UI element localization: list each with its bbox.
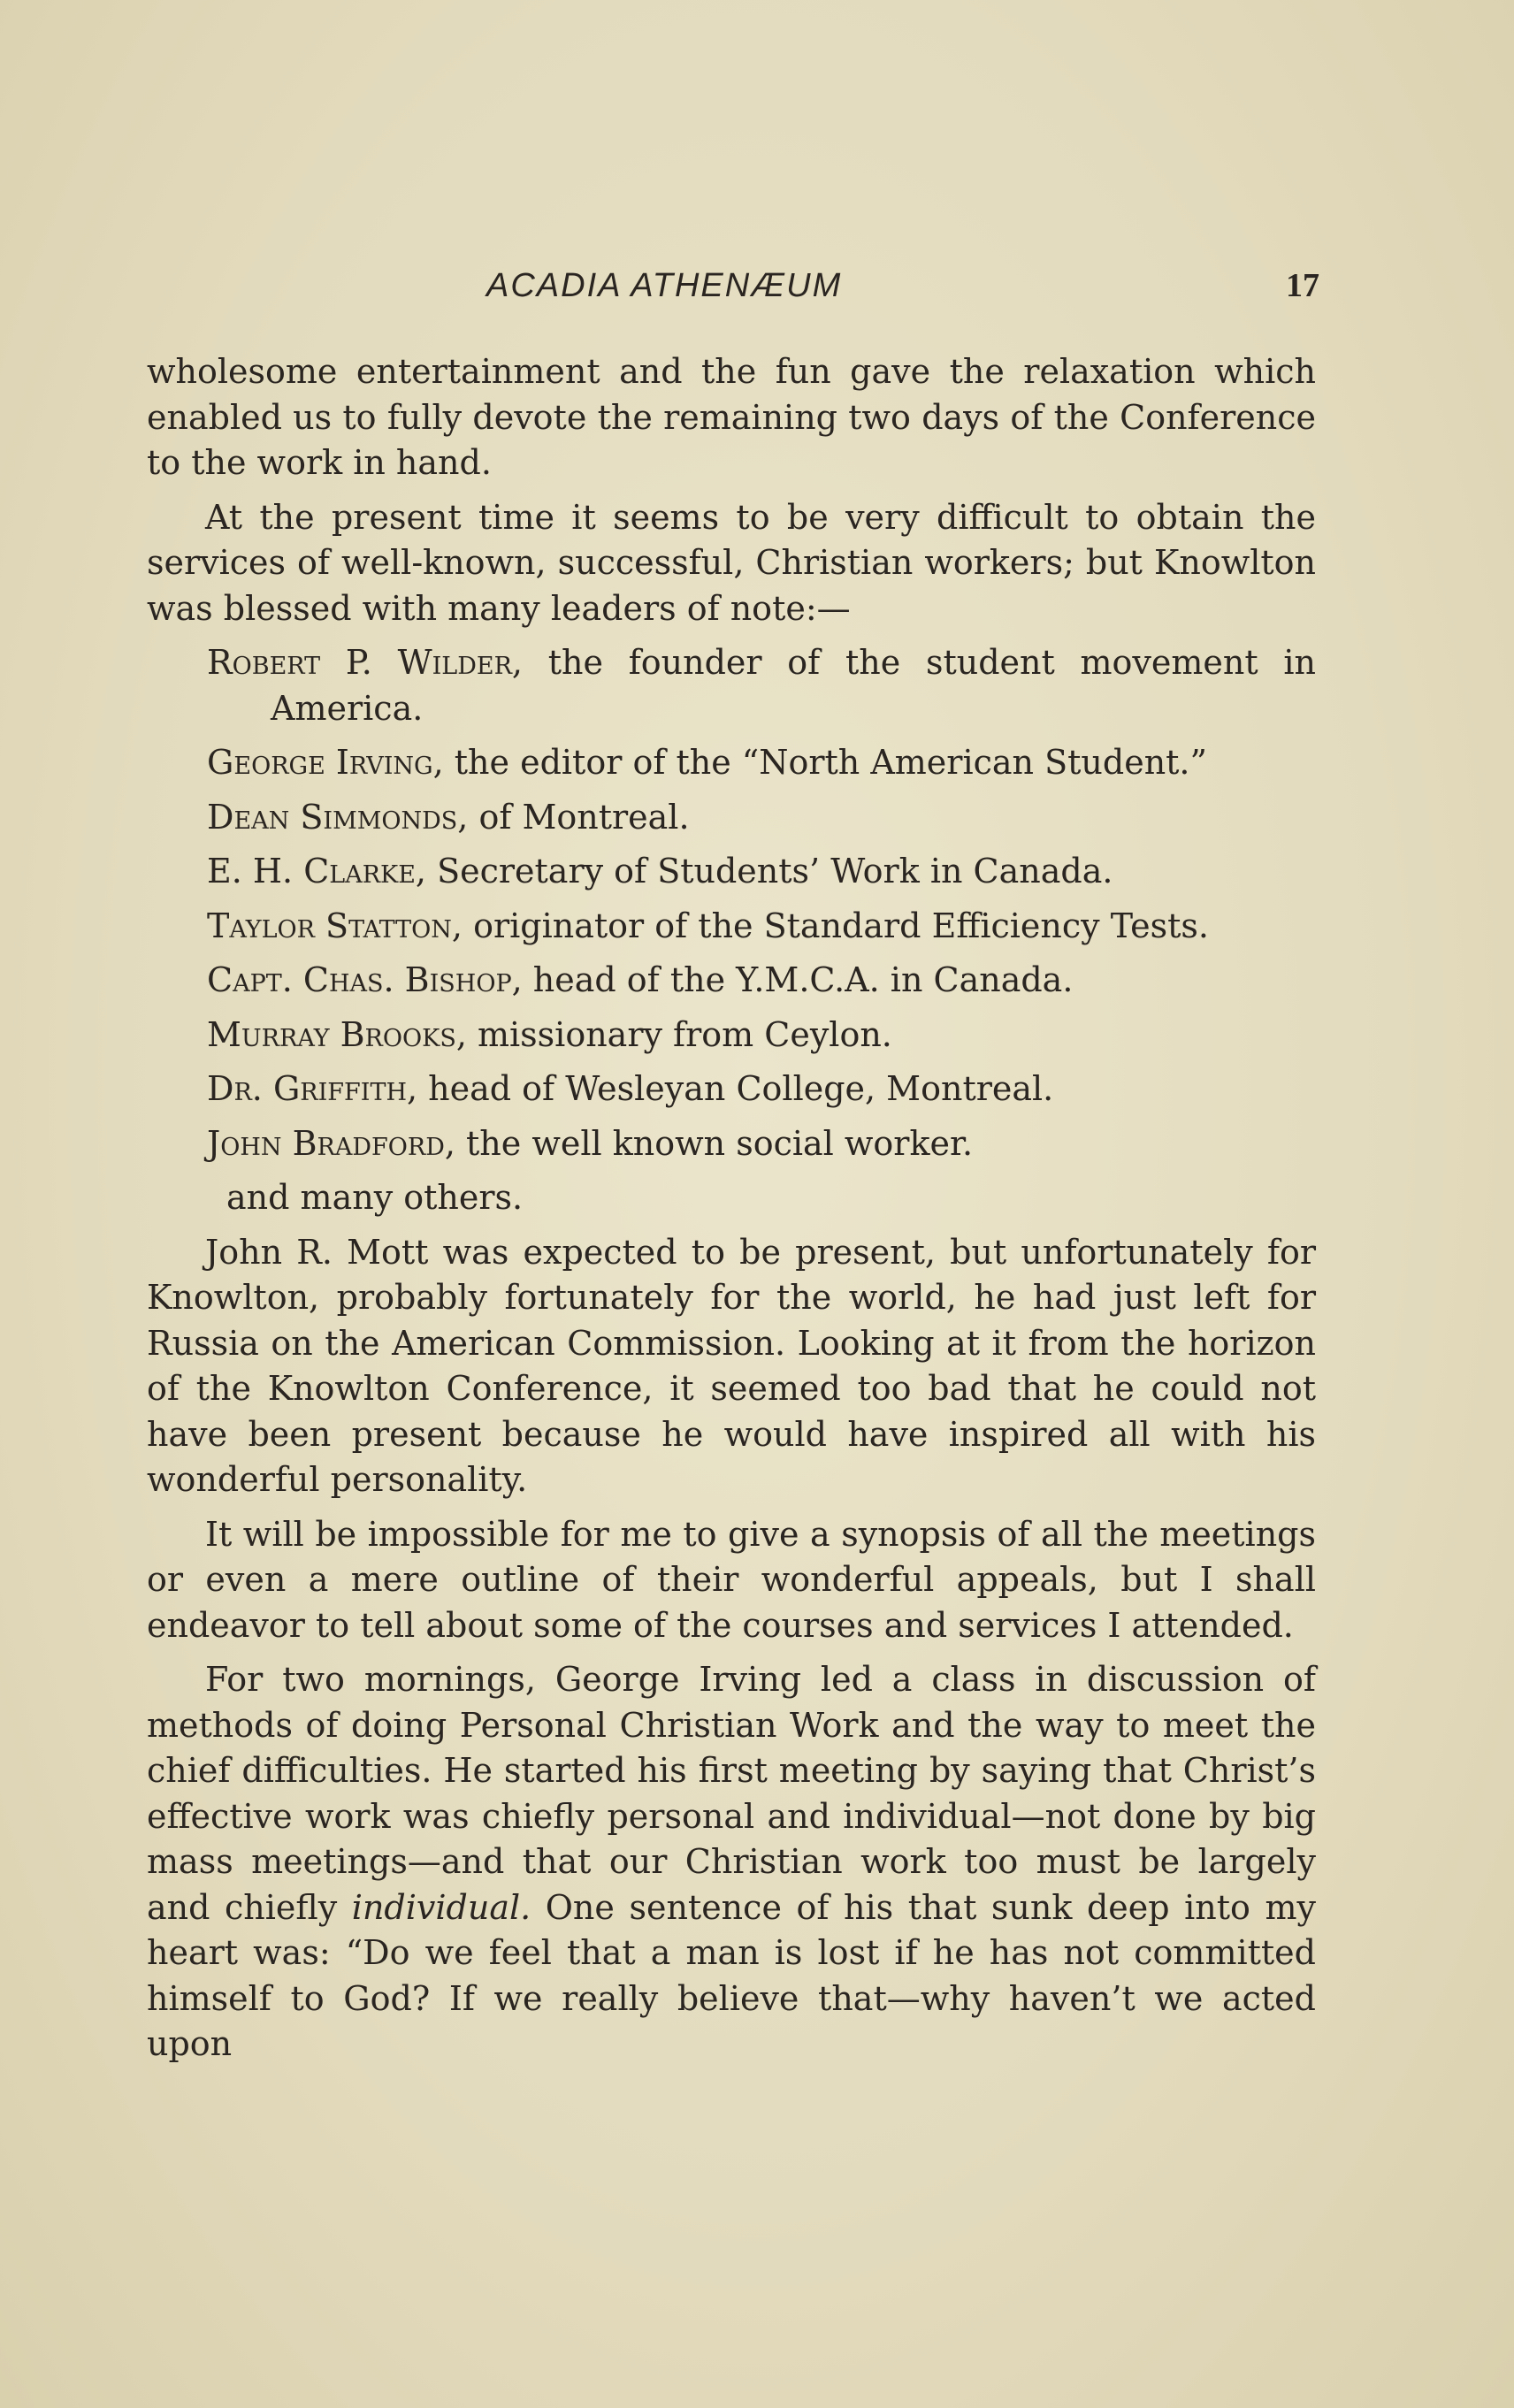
leader-item: [147, 795, 1316, 841]
leader-item: [147, 740, 1316, 786]
leader-description: , the editor of the “North American Student.”: [432, 743, 1207, 782]
leader-name: Taylor Statton: [207, 906, 452, 945]
leader-description: , the founder of the student movement in America.: [271, 643, 1316, 728]
leader-name: Robert P. Wilder: [207, 643, 512, 682]
leader-item: [147, 849, 1316, 895]
paragraph-irving-text: For two mornings, George Irving led a class in discussion of methods of doing Personal Christian Work and the way to meet the chief difficulties. He started his first meeting by saying that Christ’s effective work was chiefly personal and individual—not done by big mass meetings—and that our Christian work too must be largely and chiefly: [147, 1660, 1316, 1927]
article-body: [147, 349, 1316, 2076]
leader-name: Dr. Griffith: [207, 1069, 407, 1108]
paragraph-mott: John R. Mott was expected to be present, but unfortunately for Knowlton, probably fortunately for the world, he had just left for Russia on the American Commission. Looking at it from the horizon of the Knowlton Conference, it seemed too bad that he could not have been present because he would have inspired all with his wonderful personality.: [147, 1232, 1316, 1499]
leader-description: , the well known social worker.: [444, 1123, 974, 1163]
emphasis-individual: individual.: [351, 1887, 531, 1927]
leader-item: [147, 958, 1316, 1004]
leader-name: Capt. Chas. Bishop: [207, 960, 512, 999]
paragraph-leaders-intro: At the present time it seems to be very difficult to obtain the services of well-known, successful, Christian workers; but Knowlton was blessed with many leaders of note:—: [147, 497, 1316, 628]
leader-description: , of Montreal.: [457, 797, 690, 837]
leader-item: [147, 904, 1316, 950]
paragraph-irving: [147, 1657, 1316, 2068]
leader-item: [147, 1121, 1316, 1167]
leader-item: [147, 1013, 1316, 1059]
leader-name: Dean Simmonds: [207, 797, 458, 837]
leader-description: , head of Wesleyan College, Montreal.: [407, 1069, 1054, 1108]
paragraph-irving-text-end: One sentence of his that sunk deep into my heart was: “Do we feel that a man is lost if he has not committed himself to God? If we really believe that—why haven’t we acted upon: [147, 1887, 1316, 2063]
leader-description: , missionary from Ceylon.: [455, 1014, 892, 1054]
paragraph-synopsis: It will be impossible for me to give a synopsis of all the meetings or even a mere outline of their wonderful appeals, but I shall endeavor to tell about some of the courses and services I attended.: [147, 1514, 1316, 1645]
leader-description: , head of the Y.M.C.A. in Canada.: [511, 960, 1074, 999]
leaders-list: [147, 640, 1316, 1221]
leader-description: , originator of the Standard Efficiency Tests.: [451, 906, 1209, 945]
leaders-tail: and many others.: [226, 1178, 524, 1217]
leader-item: [147, 640, 1316, 731]
leader-name: Murray Brooks: [207, 1014, 456, 1054]
leader-name: John Bradford: [207, 1123, 445, 1163]
journal-title: ACADIA ATHENÆUM: [486, 267, 843, 304]
paragraph-continued: wholesome entertainment and the fun gave the relaxation which enabled us to fully devote the remaining two days of the Conference to the work in hand.: [147, 352, 1316, 482]
page-number: 17: [1286, 267, 1319, 304]
leader-item: [147, 1066, 1316, 1112]
running-head: [0, 259, 1514, 312]
leader-name: E. H. Clarke: [207, 852, 416, 891]
leader-description: , Secretary of Students’ Work in Canada.: [415, 852, 1113, 891]
leader-name: George Irving: [207, 743, 433, 782]
